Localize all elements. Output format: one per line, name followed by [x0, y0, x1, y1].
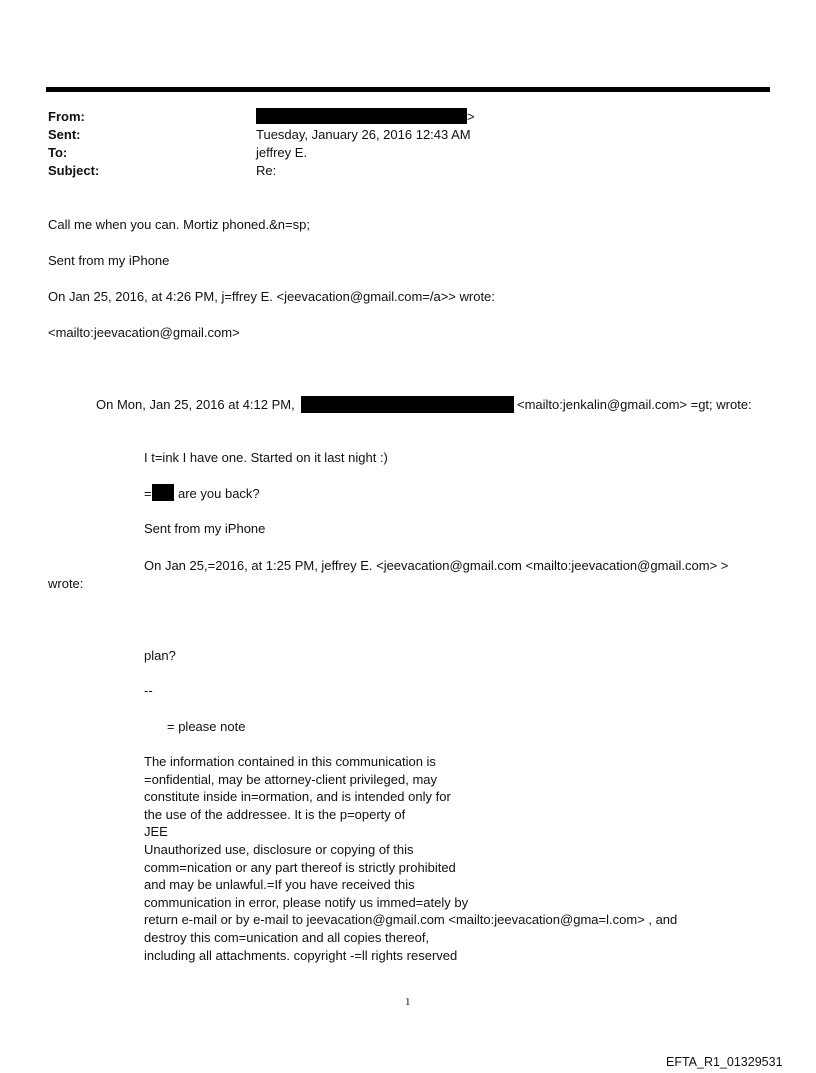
redaction-block	[301, 396, 514, 413]
redaction-block	[256, 108, 467, 124]
to-value: jeffrey E.	[256, 145, 308, 160]
page-number: 1	[405, 996, 411, 1008]
from-suffix: >	[467, 109, 475, 124]
subject-value: Re:	[256, 163, 277, 178]
header-rule	[46, 87, 770, 92]
body-line-2: Sent from my iPhone	[48, 253, 170, 268]
quoted-intro-suffix: <mailto:jenkalin@gmail.com> =gt; wrote:	[517, 397, 752, 412]
quoted-line-3: Sent from my iPhone	[144, 521, 266, 536]
quoted-line-4-wrap: wrote:	[48, 576, 84, 591]
sent-label: Sent:	[48, 127, 81, 142]
to-label: To:	[48, 145, 68, 160]
disclaimer-text: The information contained in this communication is =onfidential, may be attorney-client privileged, may constitute inside in=ormation, and is intended only for the use of the addressee. It is the p=operty of JEE Unauthorized use, disclosure or copying of this comm=nication or any part thereof is strictly prohibited and may be unlawful.=If you have received this communication in error, please notify us immed=ately by return e-mail or by e-mail to jeevacation@gmail.com <mailto:jeevacation@gma=l.com> , and destroy this com=unication and all copies thereof, including all attachments. copyright -=ll rights reserved	[144, 754, 678, 963]
quoted-line-6: --	[144, 683, 153, 698]
quoted-line-2-suffix: are you back?	[178, 486, 260, 501]
sent-value: Tuesday, January 26, 2016 12:43 AM	[256, 127, 471, 142]
quoted-intro-prefix: On Mon, Jan 25, 2016 at 4:12 PM,	[96, 397, 295, 412]
body-line-1: Call me when you can. Mortiz phoned.&n=sp;	[48, 217, 310, 232]
body-line-3: On Jan 25, 2016, at 4:26 PM, j=ffrey E. <jeevacation@gmail.com=/a>> wrote:	[48, 289, 495, 304]
quoted-line-2-prefix: =	[144, 486, 152, 501]
body-line-4: <mailto:jeevacation@gmail.com>	[48, 325, 240, 340]
redaction-block	[152, 484, 174, 501]
subject-label: Subject:	[48, 163, 100, 178]
quoted-line-7: = please note	[167, 719, 246, 734]
document-id: EFTA_R1_01329531	[666, 1055, 783, 1069]
quoted-line-5: plan?	[144, 648, 176, 663]
from-label: From:	[48, 109, 85, 124]
quoted-line-1: I t=ink I have one. Started on it last night :)	[144, 450, 388, 465]
quoted-line-4: On Jan 25,=2016, at 1:25 PM, jeffrey E. <jeevacation@gmail.com <mailto:jeevacation@gmail.com> >	[144, 558, 729, 573]
